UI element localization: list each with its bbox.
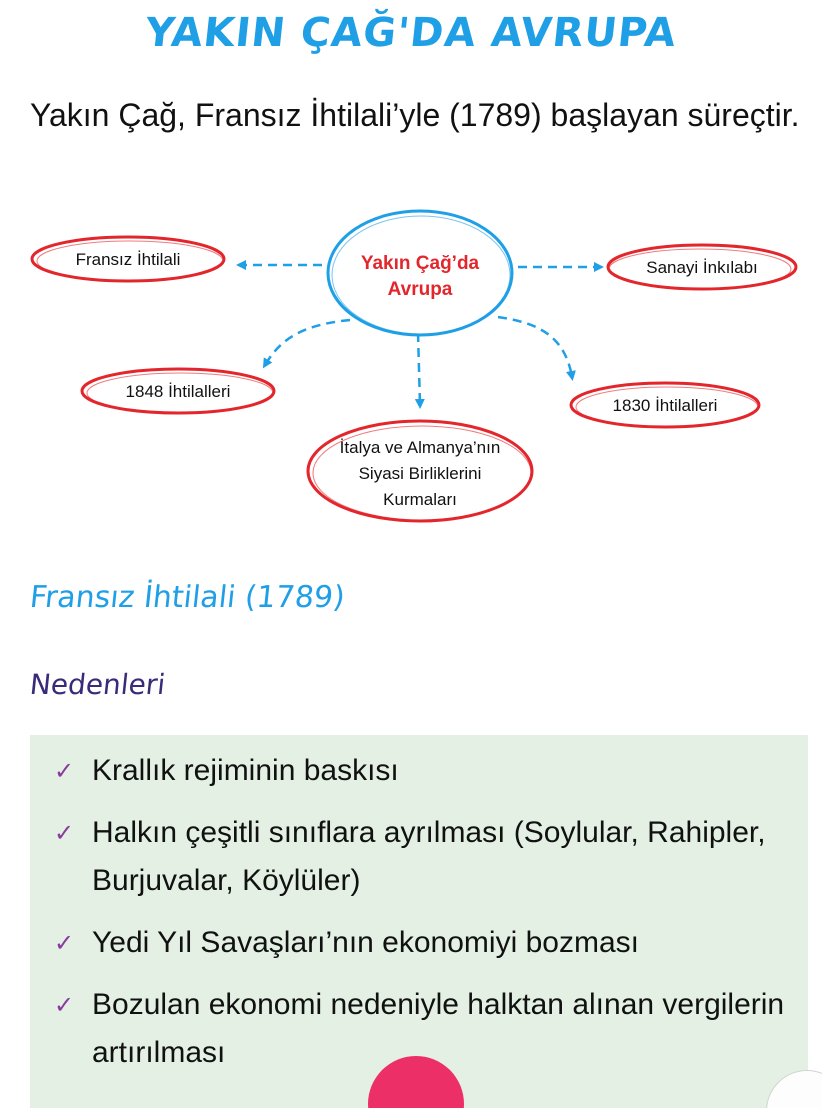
diagram-node-fransiz [32,237,224,281]
reasons-box [30,735,808,1108]
list-item [54,809,788,905]
arrow-to-italya [418,333,420,405]
reason-text: Halkın çeşitli sınıflara ayrılması (Soylular, Rahipler, Burjuvalar, Köylüler) [92,816,766,897]
diagram-center-node [328,211,512,335]
diagram-node-sanayi [608,245,796,289]
diagram-node-1830 [571,383,759,427]
arrow-to-1848 [265,320,350,365]
concept-diagram [0,205,822,535]
diagram-node-1848 [82,369,274,413]
check-icon: ✓ [54,757,75,785]
intro-text: Yakın Çağ, Fransız İhtilali’yle (1789) başlayan süreçtir. [30,97,800,133]
arrow-to-1830 [498,317,572,377]
center-node-line2: Avrupa [387,279,453,300]
subsection-title: Nedenleri [28,668,167,701]
list-item [54,919,788,967]
reasons-list [30,735,808,1077]
reason-text: Yedi Yıl Savaşları’nın ekonomiyi bozması [92,926,639,959]
check-icon: ✓ [54,991,75,1019]
node-sanayi-label: Sanayi İnkılabı [646,258,758,277]
node-fransiz-label: Fransız İhtilali [75,250,181,269]
center-node-line1: Yakın Çağ’da [360,253,480,274]
node-italya-line1: İtalya ve Almanya’nın [339,438,501,457]
diagram-node-italya [308,421,532,521]
reason-text: Krallık rejiminin baskısı [92,754,399,787]
reason-text: Bozulan ekonomi nedeniyle halktan alınan vergilerin artırılması [92,988,785,1069]
section-title: Fransız İhtilali (1789) [28,580,347,615]
check-icon: ✓ [54,819,75,847]
page-title: YAKIN ÇAĞ'DA AVRUPA [143,10,679,56]
node-italya-line3: Kurmaları [383,490,457,509]
list-item [54,747,788,795]
node-italya-line2: Siyasi Birliklerini [358,464,482,483]
node-1830-label: 1830 İhtilalleri [612,396,718,415]
check-icon: ✓ [54,929,75,957]
node-1848-label: 1848 İhtilalleri [125,382,231,401]
